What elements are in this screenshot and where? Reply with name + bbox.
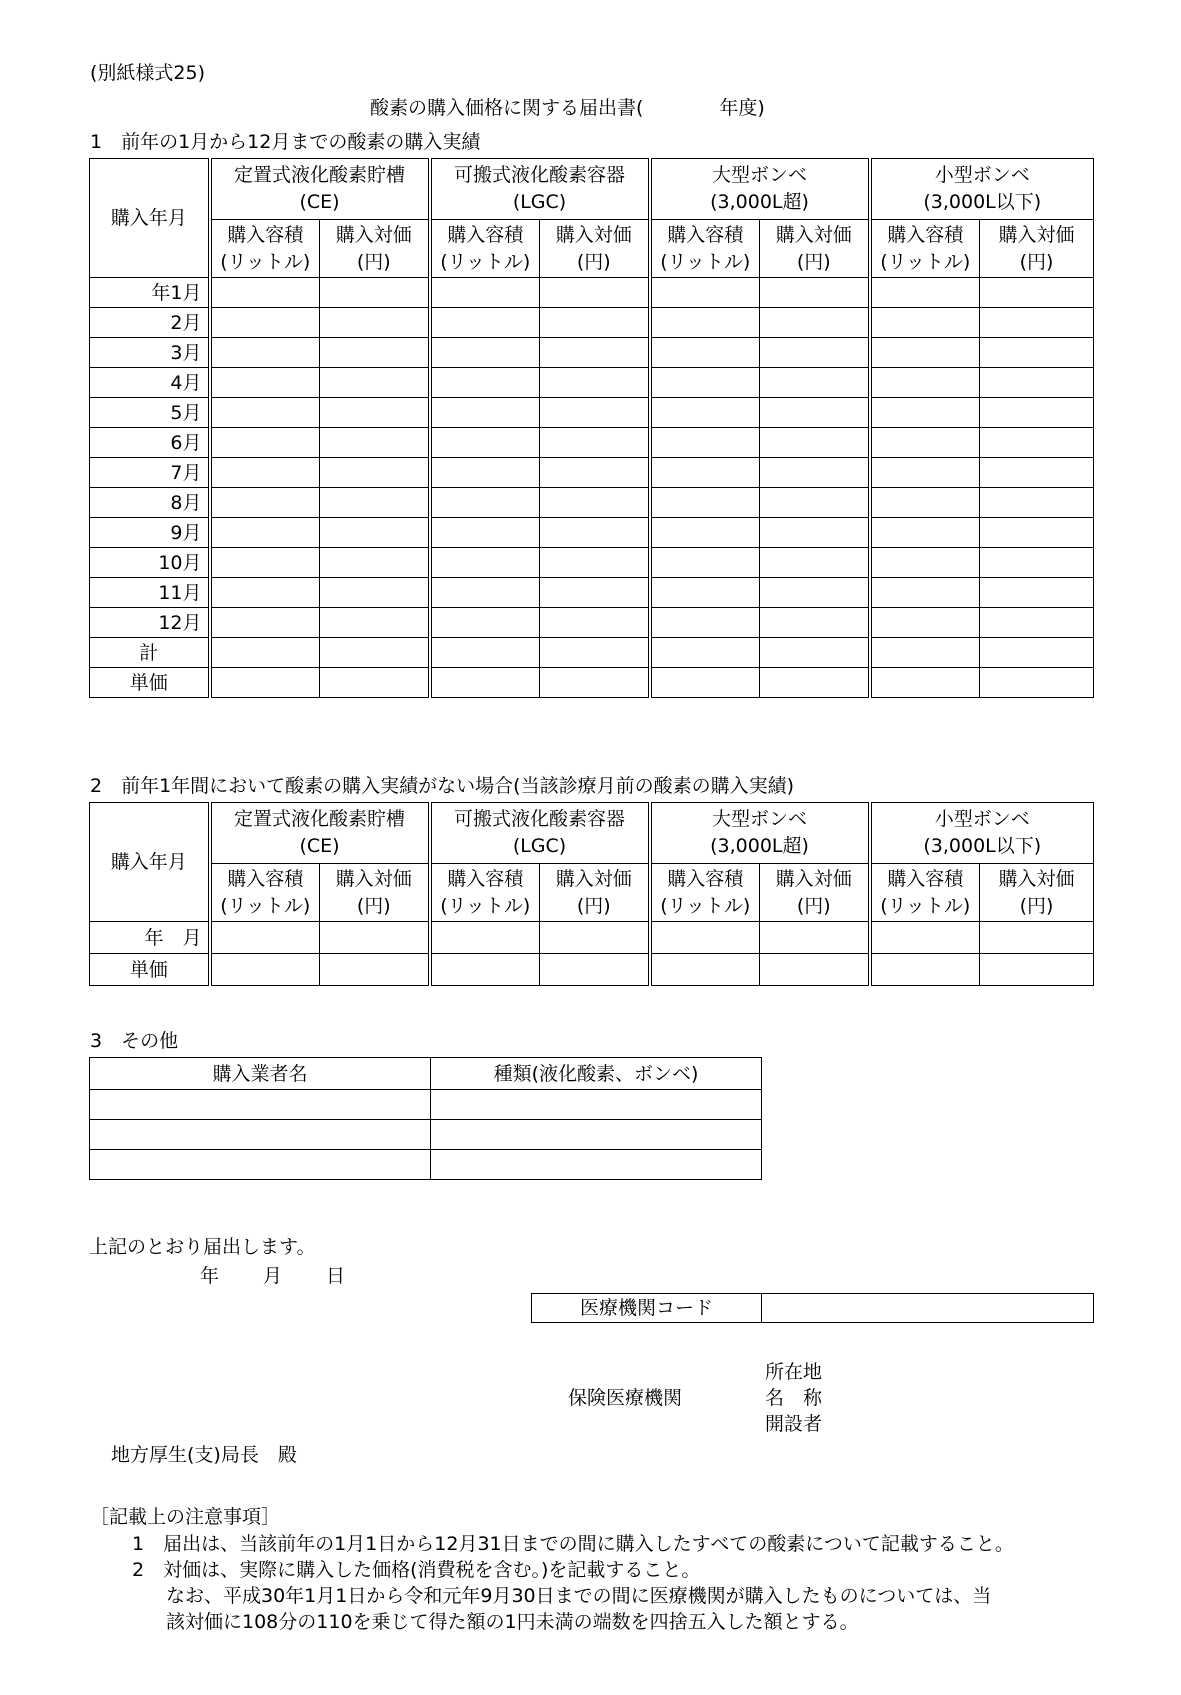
- table-row: [90, 368, 1094, 398]
- section3-heading: 3 その他: [90, 1030, 179, 1052]
- price-cell[interactable]: [980, 668, 1094, 698]
- volume-cell[interactable]: [870, 428, 980, 458]
- price-cell[interactable]: [320, 608, 430, 638]
- volume-cell[interactable]: [430, 308, 540, 338]
- col-header-price: 購入対価 (円): [540, 220, 650, 278]
- volume-cell[interactable]: [650, 398, 760, 428]
- price-cell[interactable]: [540, 368, 650, 398]
- volume-cell[interactable]: [430, 922, 540, 954]
- price-cell[interactable]: [540, 638, 650, 668]
- volume-cell[interactable]: [650, 368, 760, 398]
- price-cell[interactable]: [320, 548, 430, 578]
- price-cell[interactable]: [320, 638, 430, 668]
- volume-cell[interactable]: [650, 668, 760, 698]
- table-row: [90, 1090, 762, 1120]
- group-header-large-cylinder: 大型ボンベ (3,000L超): [650, 159, 870, 220]
- volume-cell[interactable]: [210, 668, 320, 698]
- purchase-record-table: [89, 158, 1094, 698]
- table-row: [90, 548, 1094, 578]
- row-label: 11月: [90, 578, 210, 608]
- declaration-text: 上記のとおり届出します。: [89, 1236, 316, 1258]
- price-cell[interactable]: [320, 428, 430, 458]
- group-header-small-cylinder: 小型ボンベ (3,000L以下): [870, 803, 1094, 864]
- volume-cell[interactable]: [870, 338, 980, 368]
- price-cell[interactable]: [980, 338, 1094, 368]
- institution-field-founder: 開設者: [765, 1413, 823, 1435]
- price-cell[interactable]: [760, 428, 870, 458]
- volume-cell[interactable]: [650, 338, 760, 368]
- note-item-2-cont2: 該対価に108分の110を乗じて得た額の1円未満の端数を四捨五入した額とする。: [166, 1611, 859, 1633]
- institution-label: 保険医療機関: [568, 1387, 683, 1409]
- price-cell[interactable]: [540, 488, 650, 518]
- price-cell[interactable]: [980, 398, 1094, 428]
- note-item-1: 1 届出は、当該前年の1月1日から12月31日までの間に購入したすべての酸素について記載すること。: [132, 1533, 1014, 1555]
- row-label: 6月: [90, 428, 210, 458]
- volume-cell[interactable]: [870, 668, 980, 698]
- volume-cell[interactable]: [210, 308, 320, 338]
- volume-cell[interactable]: [870, 638, 980, 668]
- col-header-volume: 購入容積 (リットル): [870, 220, 980, 278]
- volume-cell[interactable]: [430, 368, 540, 398]
- volume-cell[interactable]: [210, 488, 320, 518]
- row-label: 9月: [90, 518, 210, 548]
- row-header-purchase-month: 購入年月: [90, 803, 210, 922]
- price-cell[interactable]: [980, 458, 1094, 488]
- table-row: [90, 1120, 762, 1150]
- price-cell[interactable]: [980, 954, 1094, 986]
- col-header-type: 種類(液化酸素、ボンベ): [431, 1058, 762, 1090]
- date-line: 年 月 日: [200, 1265, 348, 1287]
- col-header-price: 購入対価 (円): [980, 864, 1094, 922]
- volume-cell[interactable]: [210, 368, 320, 398]
- price-cell[interactable]: [320, 458, 430, 488]
- volume-cell[interactable]: [430, 578, 540, 608]
- table-row: [90, 578, 1094, 608]
- volume-cell[interactable]: [650, 308, 760, 338]
- volume-cell[interactable]: [430, 608, 540, 638]
- volume-cell[interactable]: [210, 954, 320, 986]
- supplier-name-cell[interactable]: [90, 1150, 431, 1180]
- volume-cell[interactable]: [430, 954, 540, 986]
- type-cell[interactable]: [431, 1090, 762, 1120]
- volume-cell[interactable]: [430, 548, 540, 578]
- volume-cell[interactable]: [210, 922, 320, 954]
- group-header-small-cylinder: 小型ボンベ (3,000L以下): [870, 159, 1094, 220]
- volume-cell[interactable]: [650, 428, 760, 458]
- table-row: [90, 638, 1094, 668]
- note-item-2: 2 対価は、実際に購入した価格(消費税を含む。)を記載すること。: [132, 1559, 701, 1581]
- institution-code-input[interactable]: [762, 1294, 1094, 1323]
- volume-cell[interactable]: [870, 518, 980, 548]
- price-cell[interactable]: [760, 668, 870, 698]
- price-cell[interactable]: [320, 922, 430, 954]
- volume-cell[interactable]: [210, 518, 320, 548]
- row-label: 8月: [90, 488, 210, 518]
- volume-cell[interactable]: [210, 458, 320, 488]
- price-cell[interactable]: [320, 278, 430, 308]
- section1-heading: 1 前年の1月から12月までの酸素の購入実績: [90, 131, 481, 153]
- group-header-ce: 定置式液化酸素貯槽 (CE): [210, 159, 430, 220]
- type-cell[interactable]: [431, 1150, 762, 1180]
- group-header-ce: 定置式液化酸素貯槽 (CE): [210, 803, 430, 864]
- row-label: 5月: [90, 398, 210, 428]
- col-header-volume: 購入容積 (リットル): [210, 864, 320, 922]
- supplier-name-cell[interactable]: [90, 1120, 431, 1150]
- price-cell[interactable]: [320, 338, 430, 368]
- price-cell[interactable]: [980, 368, 1094, 398]
- row-label: 2月: [90, 308, 210, 338]
- volume-cell[interactable]: [430, 338, 540, 368]
- price-cell[interactable]: [540, 668, 650, 698]
- volume-cell[interactable]: [870, 954, 980, 986]
- institution-field-address: 所在地: [765, 1361, 823, 1383]
- volume-cell[interactable]: [650, 548, 760, 578]
- col-header-price: 購入対価 (円): [320, 864, 430, 922]
- table-row: [90, 608, 1094, 638]
- alternate-purchase-table: [89, 802, 1094, 986]
- volume-cell[interactable]: [430, 428, 540, 458]
- volume-cell[interactable]: [210, 428, 320, 458]
- price-cell[interactable]: [540, 398, 650, 428]
- notes-heading: ［記載上の注意事項］: [90, 1506, 281, 1528]
- table-row: [90, 338, 1094, 368]
- row-label: 12月: [90, 608, 210, 638]
- volume-cell[interactable]: [210, 338, 320, 368]
- institution-code-box: [531, 1293, 1094, 1323]
- col-header-volume: 購入容積 (リットル): [210, 220, 320, 278]
- supplier-name-cell[interactable]: [90, 1090, 431, 1120]
- note-item-2-cont: なお、平成30年1月1日から令和元年9月30日までの間に医療機関が購入したものについては、当: [166, 1585, 992, 1607]
- volume-cell[interactable]: [650, 922, 760, 954]
- addressee: 地方厚生(支)局長 殿: [111, 1444, 297, 1466]
- col-header-supplier-name: 購入業者名: [90, 1058, 431, 1090]
- price-cell[interactable]: [320, 668, 430, 698]
- row-label: 計: [90, 638, 210, 668]
- volume-cell[interactable]: [650, 578, 760, 608]
- price-cell[interactable]: [540, 548, 650, 578]
- price-cell[interactable]: [540, 338, 650, 368]
- price-cell[interactable]: [320, 398, 430, 428]
- form-id: (別紙様式25): [90, 62, 206, 84]
- table-row: [90, 954, 1094, 986]
- col-header-volume: 購入容積 (リットル): [870, 864, 980, 922]
- table-row: [90, 278, 1094, 308]
- volume-cell[interactable]: [650, 458, 760, 488]
- volume-cell[interactable]: [870, 608, 980, 638]
- row-label: 単価: [90, 668, 210, 698]
- price-cell[interactable]: [760, 608, 870, 638]
- row-label: 10月: [90, 548, 210, 578]
- price-cell[interactable]: [760, 488, 870, 518]
- page-title: 酸素の購入価格に関する届出書( 年度): [370, 97, 765, 119]
- price-cell[interactable]: [540, 308, 650, 338]
- table-row: [90, 308, 1094, 338]
- price-cell[interactable]: [320, 308, 430, 338]
- price-cell[interactable]: [540, 922, 650, 954]
- group-header-large-cylinder: 大型ボンベ (3,000L超): [650, 803, 870, 864]
- price-cell[interactable]: [760, 308, 870, 338]
- col-header-price: 購入対価 (円): [760, 220, 870, 278]
- institution-code-label: 医療機関コード: [532, 1294, 762, 1323]
- price-cell[interactable]: [760, 548, 870, 578]
- volume-cell[interactable]: [430, 518, 540, 548]
- col-header-price: 購入対価 (円): [540, 864, 650, 922]
- price-cell[interactable]: [760, 922, 870, 954]
- price-cell[interactable]: [760, 368, 870, 398]
- table-row: [90, 398, 1094, 428]
- volume-cell[interactable]: [650, 638, 760, 668]
- price-cell[interactable]: [980, 578, 1094, 608]
- price-cell[interactable]: [540, 458, 650, 488]
- price-cell[interactable]: [540, 954, 650, 986]
- row-label: 年1月: [90, 278, 210, 308]
- price-cell[interactable]: [980, 922, 1094, 954]
- type-cell[interactable]: [431, 1120, 762, 1150]
- price-cell[interactable]: [760, 458, 870, 488]
- volume-cell[interactable]: [650, 278, 760, 308]
- price-cell[interactable]: [540, 518, 650, 548]
- price-cell[interactable]: [320, 368, 430, 398]
- price-cell[interactable]: [980, 608, 1094, 638]
- volume-cell[interactable]: [870, 398, 980, 428]
- row-label: 単価: [90, 954, 210, 986]
- volume-cell[interactable]: [870, 488, 980, 518]
- price-cell[interactable]: [760, 338, 870, 368]
- volume-cell[interactable]: [870, 278, 980, 308]
- volume-cell[interactable]: [650, 608, 760, 638]
- volume-cell[interactable]: [870, 922, 980, 954]
- price-cell[interactable]: [980, 488, 1094, 518]
- table-row: [90, 458, 1094, 488]
- price-cell[interactable]: [320, 488, 430, 518]
- volume-cell[interactable]: [430, 638, 540, 668]
- volume-cell[interactable]: [210, 638, 320, 668]
- price-cell[interactable]: [760, 398, 870, 428]
- institution-field-name: 名 称: [765, 1387, 823, 1409]
- price-cell[interactable]: [980, 638, 1094, 668]
- row-header-purchase-month: 購入年月: [90, 159, 210, 278]
- price-cell[interactable]: [980, 518, 1094, 548]
- volume-cell[interactable]: [430, 458, 540, 488]
- row-label: 7月: [90, 458, 210, 488]
- price-cell[interactable]: [980, 428, 1094, 458]
- volume-cell[interactable]: [430, 668, 540, 698]
- col-header-price: 購入対価 (円): [320, 220, 430, 278]
- table-row: [90, 922, 1094, 954]
- volume-cell[interactable]: [210, 398, 320, 428]
- group-header-lgc: 可搬式液化酸素容器 (LGC): [430, 803, 650, 864]
- volume-cell[interactable]: [650, 954, 760, 986]
- row-label: 3月: [90, 338, 210, 368]
- col-header-volume: 購入容積 (リットル): [650, 220, 760, 278]
- table-row: [90, 428, 1094, 458]
- price-cell[interactable]: [760, 578, 870, 608]
- price-cell[interactable]: [980, 278, 1094, 308]
- col-header-price: 購入対価 (円): [980, 220, 1094, 278]
- price-cell[interactable]: [320, 578, 430, 608]
- group-header-lgc: 可搬式液化酸素容器 (LGC): [430, 159, 650, 220]
- table-row: [90, 488, 1094, 518]
- price-cell[interactable]: [760, 278, 870, 308]
- volume-cell[interactable]: [870, 308, 980, 338]
- section2-heading: 2 前年1年間において酸素の購入実績がない場合(当該診療月前の酸素の購入実績): [90, 775, 795, 797]
- table-row: [90, 518, 1094, 548]
- price-cell[interactable]: [540, 578, 650, 608]
- col-header-volume: 購入容積 (リットル): [650, 864, 760, 922]
- table-row: [90, 668, 1094, 698]
- price-cell[interactable]: [760, 518, 870, 548]
- volume-cell[interactable]: [430, 398, 540, 428]
- volume-cell[interactable]: [210, 578, 320, 608]
- col-header-volume: 購入容積 (リットル): [430, 220, 540, 278]
- supplier-table: [89, 1057, 762, 1180]
- volume-cell[interactable]: [210, 608, 320, 638]
- volume-cell[interactable]: [870, 548, 980, 578]
- volume-cell[interactable]: [870, 368, 980, 398]
- col-header-volume: 購入容積 (リットル): [430, 864, 540, 922]
- price-cell[interactable]: [980, 308, 1094, 338]
- row-label: 年 月: [90, 922, 210, 954]
- volume-cell[interactable]: [430, 278, 540, 308]
- table-row: [90, 1150, 762, 1180]
- volume-cell[interactable]: [650, 518, 760, 548]
- price-cell[interactable]: [760, 638, 870, 668]
- price-cell[interactable]: [320, 954, 430, 986]
- price-cell[interactable]: [980, 548, 1094, 578]
- price-cell[interactable]: [540, 278, 650, 308]
- row-label: 4月: [90, 368, 210, 398]
- volume-cell[interactable]: [870, 458, 980, 488]
- price-cell[interactable]: [540, 608, 650, 638]
- price-cell[interactable]: [760, 954, 870, 986]
- volume-cell[interactable]: [870, 578, 980, 608]
- col-header-price: 購入対価 (円): [760, 864, 870, 922]
- volume-cell[interactable]: [210, 548, 320, 578]
- volume-cell[interactable]: [430, 488, 540, 518]
- price-cell[interactable]: [540, 428, 650, 458]
- volume-cell[interactable]: [650, 488, 760, 518]
- volume-cell[interactable]: [210, 278, 320, 308]
- price-cell[interactable]: [320, 518, 430, 548]
